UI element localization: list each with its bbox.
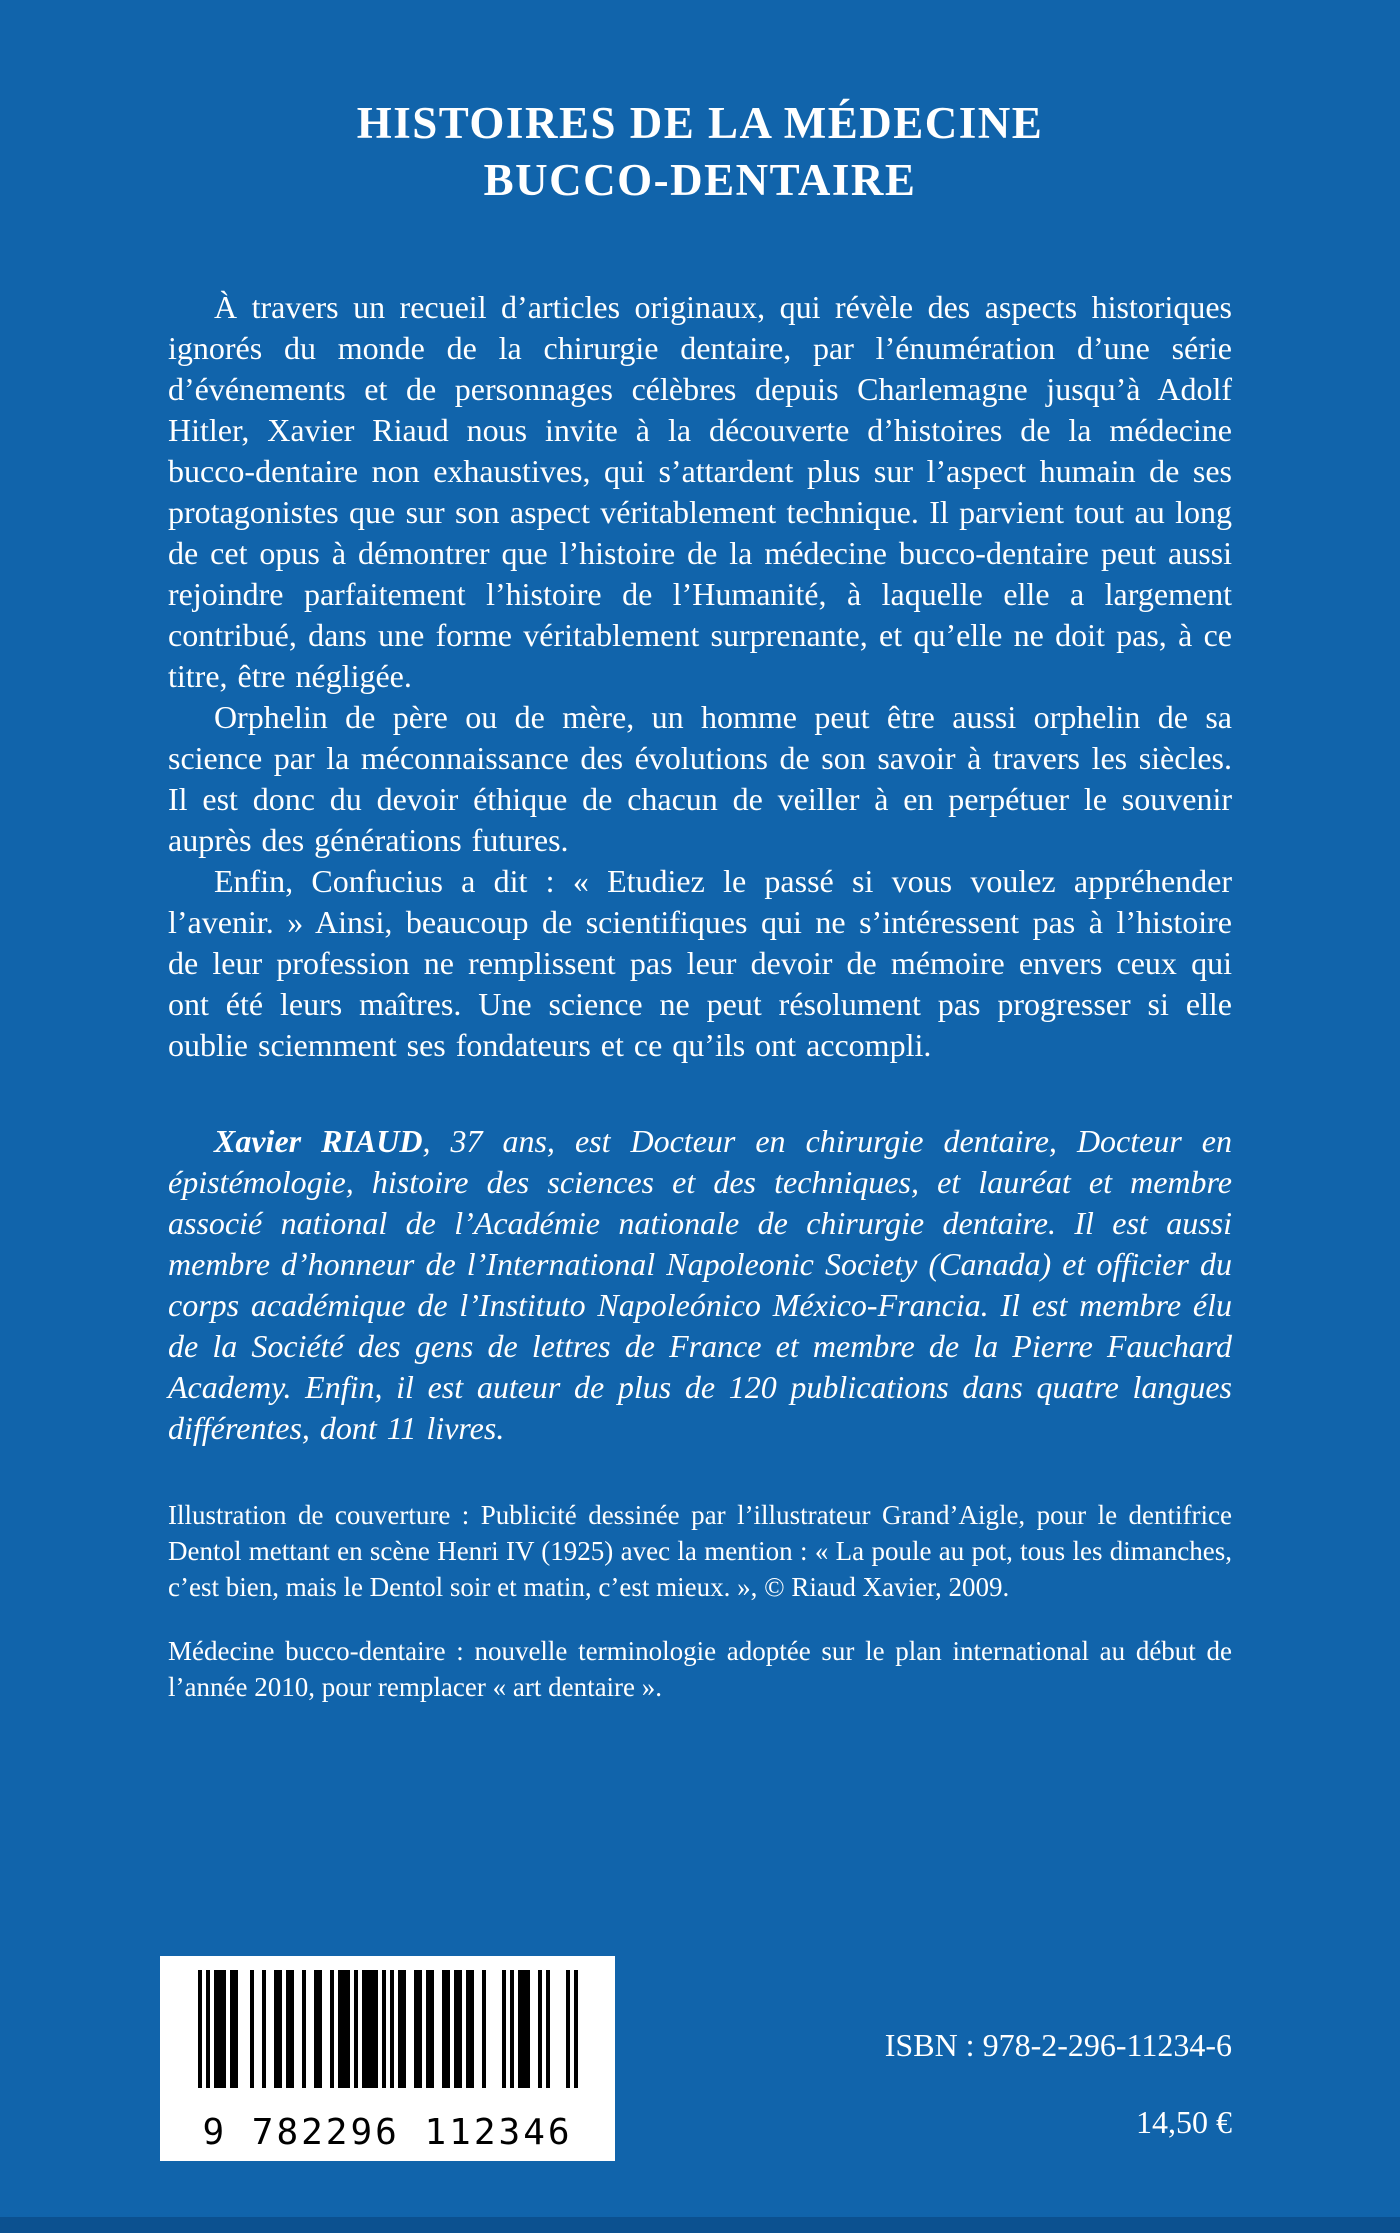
synopsis bbox=[168, 287, 1232, 1066]
book-title-line2: BUCCO-DENTAIRE bbox=[483, 155, 917, 206]
author-bio bbox=[168, 1121, 1232, 1449]
barcode-bars bbox=[198, 1970, 578, 2088]
cover-illustration-credit: Illustration de couverture : Publicité dessinée par l’illustrateur Grand’Aigle, pour le dentifrice Dentol mettant en scène Henri IV (1925) avec la mention : « La poule au pot, tous les dimanches, c’est bien, mais le Dentol soir et matin, c’est mieux. », © Riaud Xavier, 2009. bbox=[168, 1500, 1232, 1603]
isbn-text: ISBN : 978-2-296-11234-6 bbox=[884, 2027, 1232, 2064]
bottom-edge-strip bbox=[0, 2217, 1400, 2233]
barcode bbox=[160, 1956, 615, 2161]
author-bio-text: , 37 ans, est Docteur en chirurgie dentaire, Docteur en épistémologie, histoire des sciences et des techniques, et lauréat et membre associé national de l’Académie nationale de chirurgie dentaire. Il est aussi membre d’honneur de l’International Napoleonic Society (Canada) et officier du corps académique de l’Instituto Napoleónico México-Francia. Il est membre élu de la Société des gens de lettres de France et membre de la Pierre Fauchard Academy. Enfin, il est auteur de plus de 120 publications dans quatre langues différentes, dont 11 livres. bbox=[168, 1123, 1233, 1447]
book-title-line1: HISTOIRES DE LA MÉDECINE bbox=[356, 98, 1044, 148]
terminology-note: Médecine bucco-dentaire : nouvelle terminologie adoptée sur le plan international au début de l’année 2010, pour remplacer « art dentaire ». bbox=[168, 1636, 1232, 1703]
price-text: 14,50 € bbox=[1136, 2103, 1232, 2140]
synopsis-paragraph: À travers un recueil d’articles originaux, qui révèle des aspects historiques ignorés du monde de la chirurgie dentaire, par l’énumération d’une série d’événements et de personnages célèbres depuis Charlemagne jusqu’à Adolf Hitler, Xavier Riaud nous invite à la découverte d’histoires de la médecine bucco-dentaire non exhaustives, qui s’attardent plus sur l’aspect humain de ses protagonistes que sur son aspect véritablement technique. Il parvient tout au long de cet opus à démontrer que l’histoire de la médecine bucco-dentaire peut aussi rejoindre parfaitement l’histoire de l’Humanité, à laquelle elle a largement contribué, dans une forme véritablement surprenante, et qu’elle ne doit pas, à ce titre, être négligée. bbox=[168, 289, 1232, 695]
author-name: Xavier RIAUD bbox=[214, 1123, 423, 1160]
synopsis-paragraph: Enfin, Confucius a dit : « Etudiez le passé si vous voulez appréhender l’avenir. » Ainsi, beaucoup de scientifiques qui ne s’intéressent pas à l’histoire de leur profession ne remplissent pas leur devoir de mémoire envers ceux qui ont été leurs maîtres. Une science ne peut résolument pas progresser si elle oublie sciemment ses fondateurs et ce qu’ils ont accompli. bbox=[168, 863, 1232, 1064]
book-title bbox=[168, 95, 1232, 209]
synopsis-paragraph: Orphelin de père ou de mère, un homme peut être aussi orphelin de sa science par la méconnaissance des évolutions de son savoir à travers les siècles. Il est donc du devoir éthique de chacun de veiller à en perpétuer le souvenir auprès des générations futures. bbox=[168, 699, 1232, 859]
credits bbox=[168, 1497, 1232, 1705]
author-bio-paragraph bbox=[168, 1121, 1232, 1449]
barcode-number: 9 782296 112346 bbox=[202, 2112, 573, 2153]
pricing-block bbox=[885, 2026, 1232, 2141]
